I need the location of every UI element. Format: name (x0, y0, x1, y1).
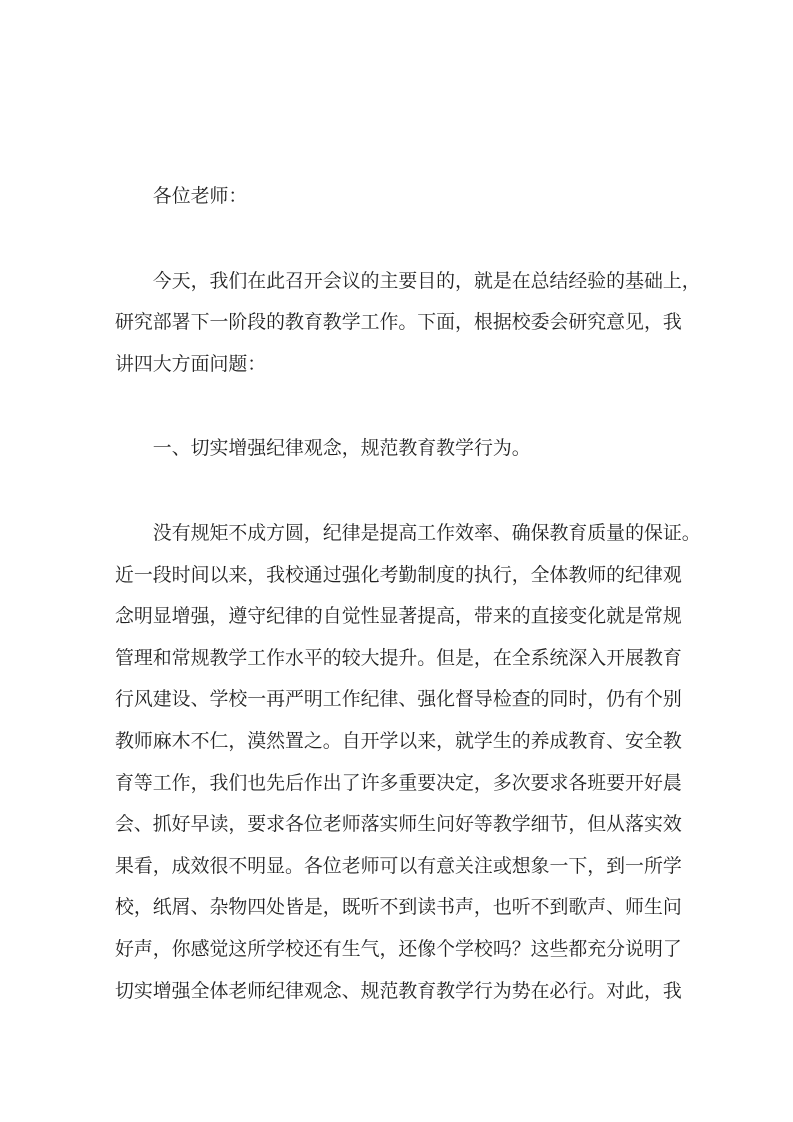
text-line: 今天，我们在此召开会议的主要目的，就是在总结经验的基础上， (152, 269, 701, 292)
paragraph (115, 428, 753, 470)
text-line: 近一段时间以来，我校通过强化考勤制度的执行，全体教师的纪律观 (115, 563, 682, 586)
text-line: 念明显增强，遵守纪律的自觉性显著提高，带来的直接变化就是常规 (115, 605, 682, 628)
text-line: 好声，你感觉这所学校还有生气，还像个学校吗？这些都充分说明了 (115, 937, 682, 960)
text-line: 校，纸屑、杂物四处皆是，既听不到读书声，也听不到歌声、师生问 (115, 896, 682, 919)
text-line: 一、切实增强纪律观念，规范教育教学行为。 (152, 437, 531, 460)
text-line: 研究部署下一阶段的教育教学工作。下面，根据校委会研究意见，我 (115, 311, 682, 334)
text-line: 果看，成效很不明显。各位老师可以有意关注或想象一下，到一所学 (115, 854, 682, 877)
paragraph (115, 176, 753, 218)
text-line: 行风建设、学校一再严明工作纪律、强化督导检查的同时，仍有个别 (115, 688, 682, 711)
text-line: 讲四大方面问题： (115, 352, 267, 375)
text-line: 没有规矩不成方圆，纪律是提高工作效率、确保教育质量的保证。 (152, 521, 701, 544)
text-line: 管理和常规教学工作水平的较大提升。但是，在全系统深入开展教育 (115, 646, 682, 669)
text-line: 育等工作，我们也先后作出了许多重要决定，多次要求各班要开好晨 (115, 771, 682, 794)
text-line: 教师麻木不仁，漠然置之。自开学以来，就学生的养成教育、安全教 (115, 729, 682, 752)
text-line: 各位老师： (152, 185, 248, 207)
text-line: 切实增强全体老师纪律观念、规范教育教学行为势在必行。对此，我 (115, 979, 682, 1002)
document-body (115, 176, 753, 1012)
paragraph (115, 513, 753, 1012)
paragraph (115, 261, 753, 386)
text-line: 会、抓好早读，要求各位老师落实师生问好等教学细节，但从落实效 (115, 813, 682, 836)
